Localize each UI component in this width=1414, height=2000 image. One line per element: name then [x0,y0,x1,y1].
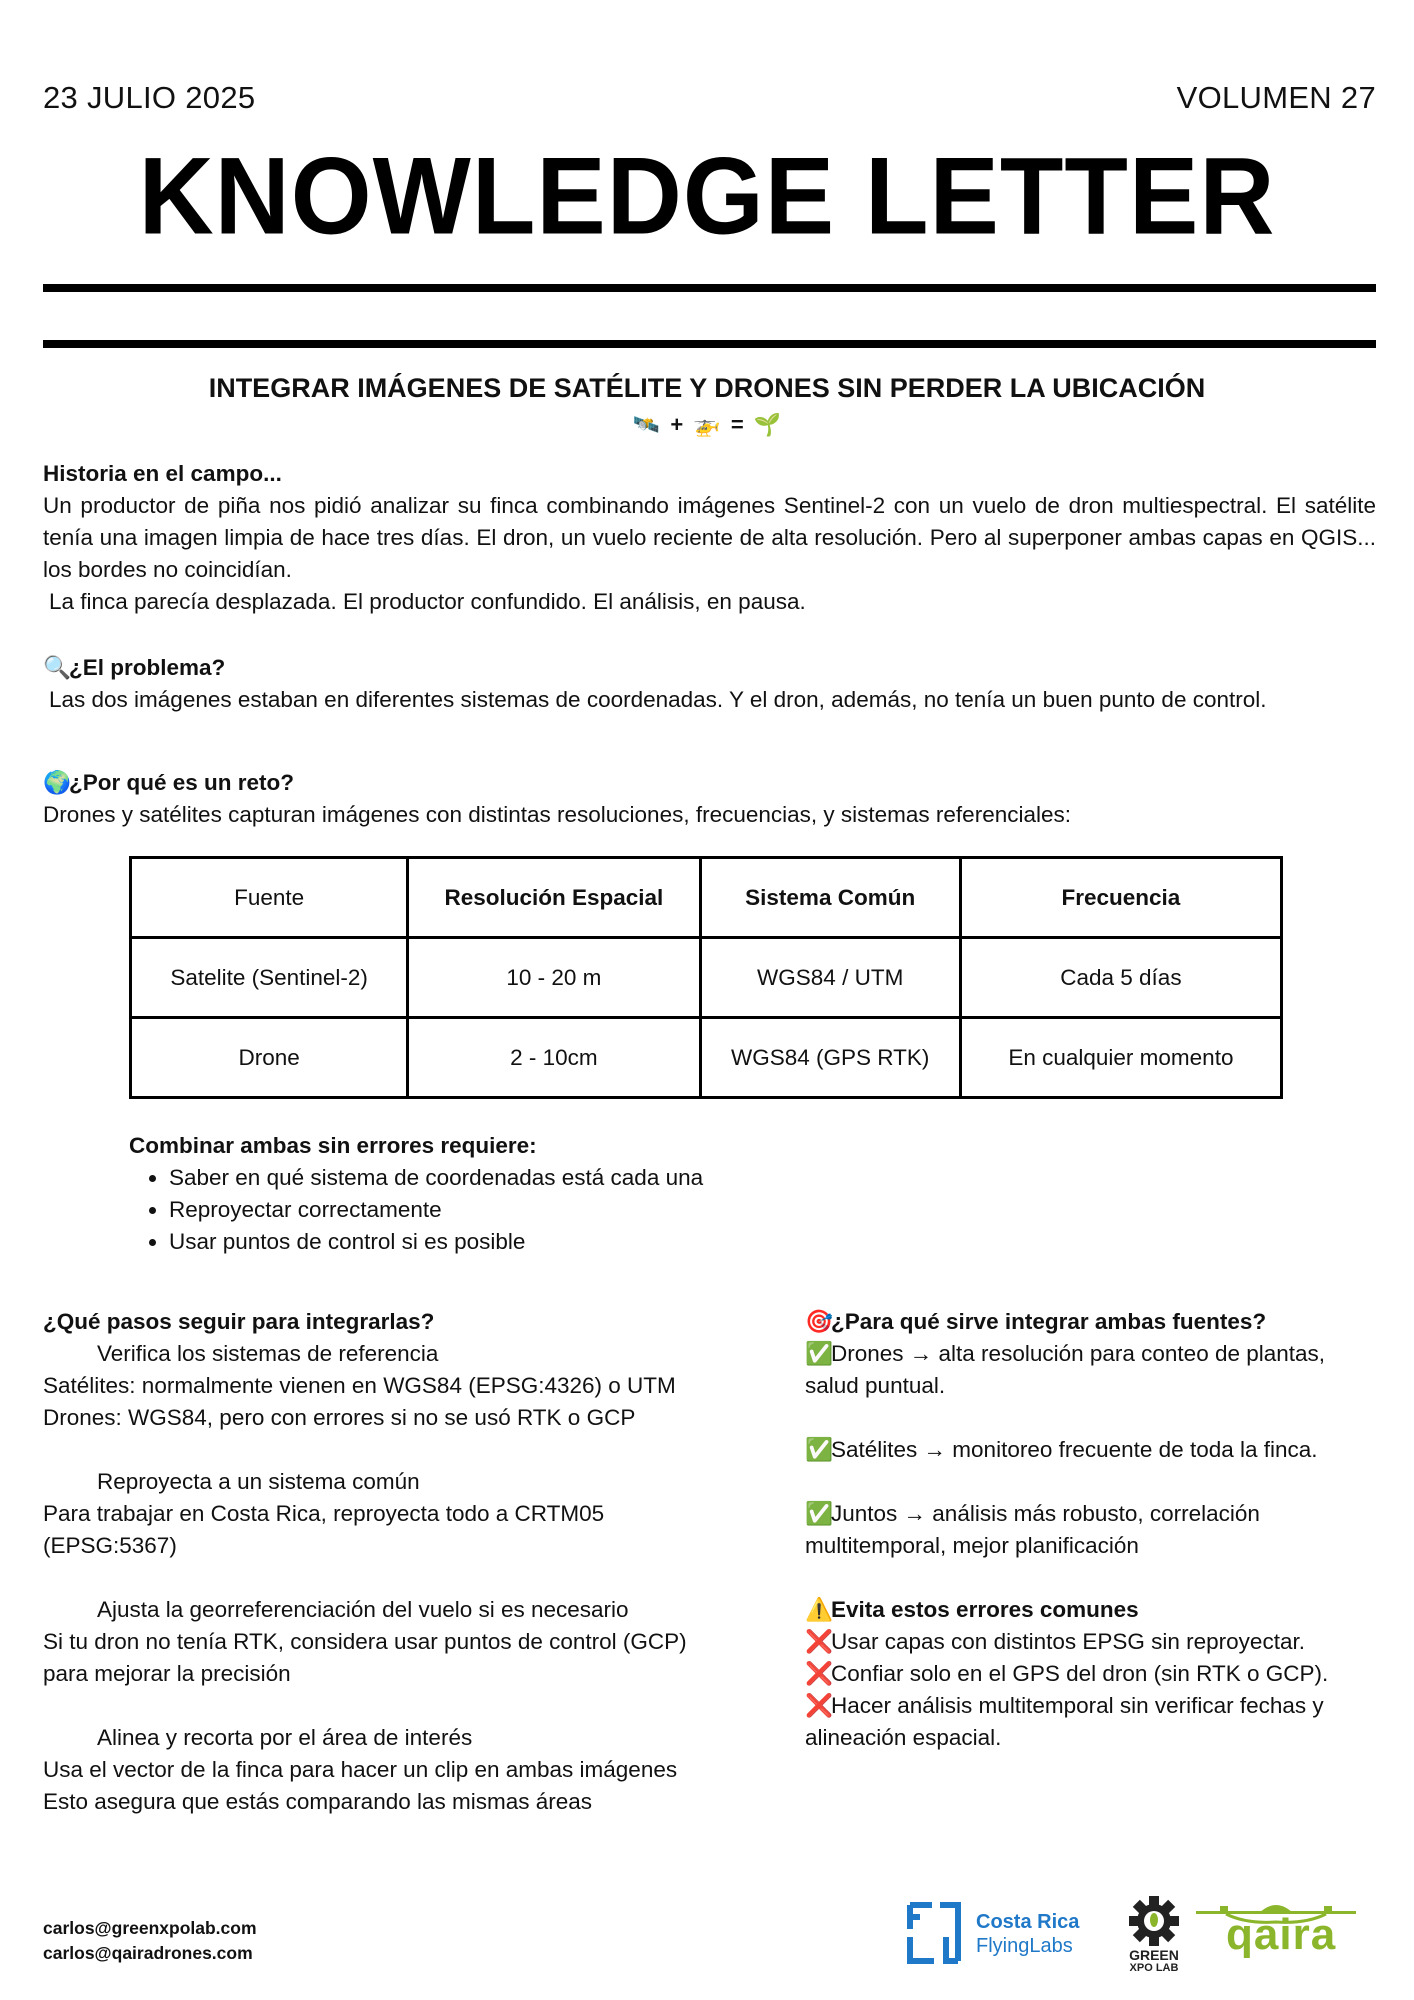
table-cell: Satelite (Sentinel-2) [131,938,408,1018]
table-cell: Cada 5 días [960,938,1281,1018]
helicopter-icon: 🚁 [693,412,721,437]
table-row [131,1018,1282,1098]
warning-icon: ⚠️ [805,1597,834,1622]
steps-section [43,1306,783,1850]
greenxpolab-line2: XPO LAB [1129,1962,1179,1974]
satellite-icon: 🛰️ [632,412,661,437]
table-cell: 10 - 20 m [408,938,700,1018]
error-item [805,1626,1360,1658]
benefit-item [805,1434,1360,1466]
flyinglabs-line2: FlyingLabs [976,1935,1073,1957]
requirements-section [129,1130,703,1258]
step-title: Ajusta la georreferenciación del vuelo si es necesario [97,1597,629,1622]
benefits-heading: ¿Para qué sirve integrar ambas fuentes? [831,1309,1267,1334]
header-divider-top [43,284,1376,292]
table-cell: 2 - 10cm [408,1018,700,1098]
greenxpolab-line1: GREEN [1129,1947,1179,1963]
step-block [43,1466,783,1562]
article-title: INTEGRAR IMÁGENES DE SATÉLITE Y DRONES SIN PERDER LA UBICACIÓN [208,373,1206,403]
step-block [43,1722,783,1818]
newsletter-title: KNOWLEDGE LETTER [138,136,1276,258]
table-cell: WGS84 / UTM [700,938,960,1018]
story-heading: Historia en el campo... [43,461,282,486]
cross-icon: ❌ [805,1661,834,1686]
problem-heading-row [43,652,1376,684]
benefit-item [805,1498,1360,1562]
cross-icon: ❌ [805,1629,834,1654]
table-row [131,938,1282,1018]
step-line: Usa el vector de la finca para hacer un clip en ambas imágenes [43,1757,678,1782]
story-section [43,458,1376,618]
step-line: Satélites: normalmente vienen en WGS84 (EPSG:4326) o UTM [43,1373,676,1398]
magnifier-icon: 🔍 [43,655,72,680]
challenge-section [43,767,1376,831]
requirements-heading: Combinar ambas sin errores requiere: [129,1133,537,1158]
step-block [43,1594,783,1690]
flyinglabs-line1: Costa Rica [976,1911,1080,1933]
challenge-text: Drones y satélites capturan imágenes con distintas resoluciones, frecuencias, y sistemas referenciales: [43,802,1071,827]
step-title: Verifica los sistemas de referencia [97,1341,439,1366]
flyinglabs-mark-icon [906,1901,964,1965]
step-title: Reproyecta a un sistema común [97,1469,420,1494]
email-link[interactable]: carlos@qairadrones.com [43,1943,253,1963]
list-item: • Saber en qué sistema de coordenadas está cada una [169,1162,703,1194]
plus-sign: + [670,412,684,437]
benefit-text: Satélites → monitoreo frecuente de toda la finca. [831,1437,1318,1462]
benefit-text: Drones → alta resolución para conteo de plantas, salud puntual. [805,1341,1326,1398]
issue-volume: VOLUMEN 27 [1176,80,1376,115]
error-text: Usar capas con distintos EPSG sin reproyectar. [831,1629,1305,1654]
problem-section [43,652,1376,716]
target-icon: 🎯 [805,1309,834,1334]
email-link[interactable]: carlos@greenxpolab.com [43,1918,257,1938]
check-icon: ✅ [805,1437,834,1462]
table-header: Frecuencia [960,858,1281,938]
qaira-wordmark: qaira [1226,1910,1337,1959]
challenge-heading-row [43,767,1376,799]
steps-heading: ¿Qué pasos seguir para integrarlas? [43,1309,435,1334]
header-divider-bottom [43,340,1376,348]
step-line: Para trabajar en Costa Rica, reproyecta todo a CRTM05 (EPSG:5367) [43,1501,605,1558]
gear-leaf-icon [1124,1895,1184,1947]
emoji-equation [0,412,1414,438]
table-header: Fuente [131,858,408,938]
issue-date: 23 JULIO 2025 [43,80,256,115]
contact-emails [43,1916,257,1966]
globe-icon: 🌍 [43,770,72,795]
list-item: • Reproyectar correctamente [169,1194,703,1226]
table-cell: WGS84 (GPS RTK) [700,1018,960,1098]
flyinglabs-logo [906,1901,1080,1963]
greenxpolab-logo [1124,1895,1184,1975]
step-block [43,1338,783,1434]
benefit-text: Juntos → análisis más robusto, correlación multitemporal, mejor planificación [805,1501,1260,1558]
benefit-item [805,1338,1360,1402]
step-line: Si tu dron no tenía RTK, considera usar puntos de control (GCP) para mejorar la precisión [43,1629,687,1686]
problem-heading: ¿El problema? [69,655,226,680]
challenge-heading: ¿Por qué es un reto? [69,770,295,795]
check-icon: ✅ [805,1501,834,1526]
seedling-icon: 🌱 [753,412,782,437]
check-icon: ✅ [805,1341,834,1366]
table-header: Sistema Común [700,858,960,938]
table-cell: Drone [131,1018,408,1098]
benefits-heading-row [805,1306,1360,1338]
table-cell: En cualquier momento [960,1018,1281,1098]
cross-icon: ❌ [805,1693,834,1718]
table-header: Resolución Espacial [408,858,700,938]
comparison-table [129,856,1283,1099]
qaira-logo [1196,1902,1356,1972]
step-line: Esto asegura que estás comparando las mismas áreas [43,1789,593,1814]
equals-sign: = [730,412,744,437]
errors-heading-row [805,1594,1360,1626]
error-item [805,1690,1360,1754]
problem-text: Las dos imágenes estaban en diferentes sistemas de coordenadas. Y el dron, además, no tenía un buen punto de control. [49,687,1267,712]
step-line: Drones: WGS84, pero con errores si no se usó RTK o GCP [43,1405,636,1430]
story-paragraph: Un productor de piña nos pidió analizar su finca combinando imágenes Sentinel-2 con un vuelo de dron multiespectral. El satélite tenía una imagen limpia de hace tres días. El dron, un vuelo reciente de alta resolución. Pero al superponer ambas capas en QGIS... los bordes no coincidían. [43,493,1376,582]
story-line: La finca parecía desplazada. El productor confundido. El análisis, en pausa. [49,589,806,614]
benefits-section [805,1306,1360,1754]
error-text: Confiar solo en el GPS del dron (sin RTK o GCP). [831,1661,1329,1686]
requirements-list [129,1162,703,1258]
step-title: Alinea y recorta por el área de interés [97,1725,473,1750]
table-header-row [131,858,1282,938]
list-item: • Usar puntos de control si es posible [169,1226,703,1258]
errors-heading: Evita estos errores comunes [831,1597,1139,1622]
error-item [805,1658,1360,1690]
error-text: Hacer análisis multitemporal sin verificar fechas y alineación espacial. [805,1693,1324,1750]
